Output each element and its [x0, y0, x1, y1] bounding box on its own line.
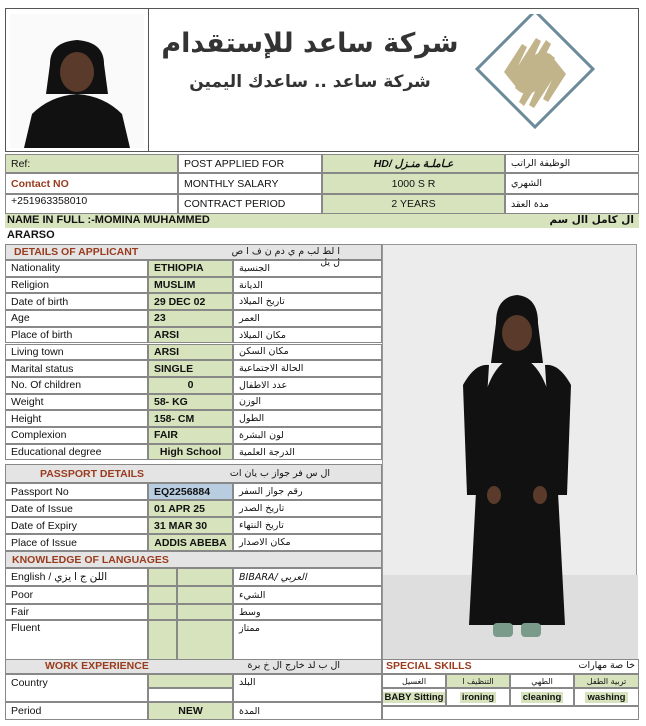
field-label-ar: الوزن: [233, 394, 382, 411]
details-title-ar: ا لط لب م ي دم ن ف ا ص ل يل: [231, 246, 340, 268]
field-label: Passport No: [5, 483, 148, 500]
field-label: Living town: [5, 344, 148, 361]
field-value: FAIR: [148, 427, 233, 444]
skills-row: [382, 688, 639, 706]
country-value-2: [148, 688, 233, 702]
field-label: Place of Issue: [5, 534, 148, 551]
field-value: ARSI: [148, 327, 233, 344]
field-label: Date of Issue: [5, 500, 148, 517]
english-col2: [177, 568, 233, 586]
skills-title-ar: خا صة مهارات: [578, 660, 635, 671]
skill-label-ar: تربية الطفل: [574, 674, 639, 688]
skills-blank-row: [382, 706, 639, 720]
post-label: POST APPLIED FOR: [178, 154, 322, 173]
field-label: Date of Expiry: [5, 517, 148, 534]
skill-item: [574, 688, 639, 706]
applicant-photo-full: [382, 244, 637, 659]
period-ar: المدة: [233, 702, 382, 720]
field-label-ar: الطول: [233, 410, 382, 427]
company-name: شركة ساعد للإستقدام: [161, 28, 459, 59]
field-value: 0: [148, 377, 233, 394]
field-value: EQ2256884: [148, 483, 233, 500]
fluent-ar: ممتاز: [233, 620, 382, 660]
skills-title: SPECIAL SKILLS: [386, 660, 472, 672]
skill-item-label: cleaning: [522, 691, 562, 703]
skill-item: [510, 688, 574, 706]
poor-label: Poor: [5, 586, 148, 604]
skill-label-ar: الطهي: [510, 674, 574, 688]
field-label-ar: تاريخ النتهاء: [233, 517, 382, 534]
field-value: SINGLE: [148, 360, 233, 377]
company-logo-icon: [470, 14, 610, 134]
skill-item-label: washing: [587, 691, 626, 703]
top-info-table: [5, 154, 639, 214]
contract-value: 2 YEARS: [322, 194, 505, 214]
field-label-ar: الدرجة العلمية: [233, 444, 382, 461]
field-label-ar: الجنسية: [233, 260, 382, 277]
languages-table: [5, 568, 382, 660]
field-label: Nationality: [5, 260, 148, 277]
ref-label: Ref:: [5, 154, 178, 173]
poor-english: [148, 586, 177, 604]
field-label-ar: مكان الميلاد: [233, 327, 382, 344]
field-value: 01 APR 25: [148, 500, 233, 517]
field-label: Height: [5, 410, 148, 427]
field-value: ADDIS ABEBA: [148, 534, 233, 551]
poor-arabic: [177, 586, 233, 604]
field-label: No. Of children: [5, 377, 148, 394]
passport-title-ar: ال س فر جواز ب يان ات: [229, 468, 330, 479]
contract-label: CONTRACT PERIOD: [178, 194, 322, 214]
field-label-ar: الديانة: [233, 277, 382, 294]
fluent-arabic: [177, 620, 233, 660]
field-value: MUSLIM: [148, 277, 233, 294]
fair-arabic: [177, 604, 233, 620]
skill-item-label: ironing: [461, 691, 495, 703]
header-divider: [148, 8, 149, 152]
fair-english: [148, 604, 177, 620]
field-value: High School: [148, 444, 233, 461]
work-table: [5, 674, 382, 720]
phone-number: +251963358010: [5, 194, 178, 214]
arabic-label: العربي /BIBARA: [233, 568, 382, 586]
field-label-ar: تاريخ الصدر: [233, 500, 382, 517]
field-value: 158- CM: [148, 410, 233, 427]
field-label: Date of birth: [5, 293, 148, 310]
fair-ar: وسط: [233, 604, 382, 620]
field-value: 29 DEC 02: [148, 293, 233, 310]
field-label-ar: لون البشرة: [233, 427, 382, 444]
skill-label-ar: التنظيف ا: [446, 674, 510, 688]
field-label: Educational degree: [5, 444, 148, 461]
field-label-ar: رقم جواز السفر: [233, 483, 382, 500]
period-value: NEW: [148, 702, 233, 720]
skill-item-label: BABY Sitting: [384, 691, 444, 703]
field-label-ar: الحالة الاجتماعية: [233, 360, 382, 377]
field-value: 58- KG: [148, 394, 233, 411]
field-value: ARSI: [148, 344, 233, 361]
english-label: English / اللن ج ا يزي: [5, 568, 148, 586]
work-title-ar: ال ب لد خارج ال خ برة: [247, 660, 340, 671]
skills-ar-row: [382, 674, 639, 688]
field-label-ar: مكان الاصدار: [233, 534, 382, 551]
field-label: Marital status: [5, 360, 148, 377]
poor-ar: الشيء: [233, 586, 382, 604]
english-col1: [148, 568, 177, 586]
field-value: 31 MAR 30: [148, 517, 233, 534]
post-value: HD/ عـاملـة منـزل: [322, 154, 505, 173]
country-value-1: [148, 674, 233, 688]
skill-label-ar: الغسيل: [382, 674, 446, 688]
full-name-line2: ARARSO: [7, 229, 55, 241]
contract-ar: مدة العقد: [505, 194, 639, 214]
country-label: Country: [5, 674, 148, 702]
languages-title: KNOWLEDGE OF LANGUAGES: [12, 554, 169, 566]
field-label-ar: تاريخ الميلاد: [233, 293, 382, 310]
field-label: Place of birth: [5, 327, 148, 344]
field-label-ar: عدد الاطفال: [233, 377, 382, 394]
company-slogan: شركة ساعد .. ساعدك اليمين: [189, 72, 431, 92]
work-title: WORK EXPERIENCE: [45, 660, 149, 672]
period-label: Period: [5, 702, 148, 720]
field-label: Age: [5, 310, 148, 327]
field-label-ar: العمر: [233, 310, 382, 327]
field-label: Complexion: [5, 427, 148, 444]
skill-item: [382, 688, 446, 706]
full-name-ar: ال كامل اال سم: [549, 214, 634, 226]
salary-label: MONTHLY SALARY: [178, 173, 322, 194]
fluent-label: Fluent: [5, 620, 148, 660]
details-title: DETAILS OF APPLICANT: [14, 246, 139, 258]
full-name-label: NAME IN FULL :-MOMINA MUHAMMED: [7, 214, 210, 226]
job-ar: الوظيفة الراتب: [505, 154, 639, 173]
salary-value: 1000 S R: [322, 173, 505, 194]
field-value: 23: [148, 310, 233, 327]
field-label: Religion: [5, 277, 148, 294]
country-ar: البلد: [233, 674, 382, 702]
fair-label: Fair: [5, 604, 148, 620]
field-label: Weight: [5, 394, 148, 411]
fluent-english: [148, 620, 177, 660]
field-value: ETHIOPIA: [148, 260, 233, 277]
skill-item: [446, 688, 510, 706]
monthly-ar: الشهري: [505, 173, 639, 194]
applicant-photo-small: [10, 14, 144, 148]
contact-label: Contact NO: [5, 173, 178, 194]
passport-title: PASSPORT DETAILS: [40, 468, 145, 480]
field-label-ar: مكان السكن: [233, 344, 382, 361]
